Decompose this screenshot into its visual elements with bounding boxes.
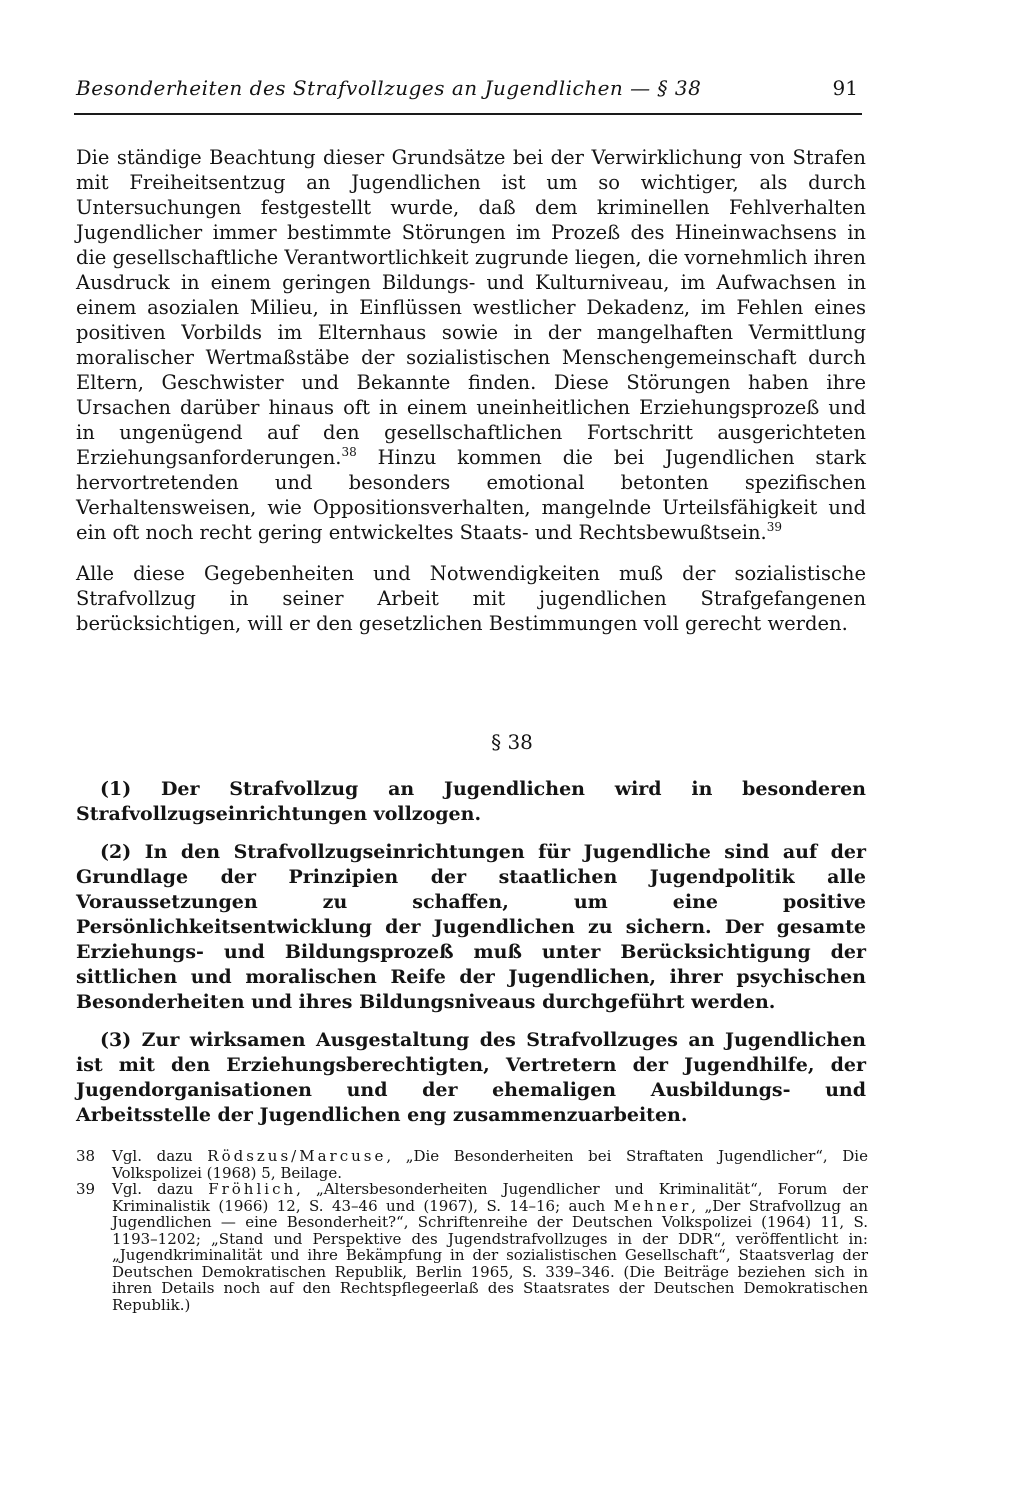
law-paragraph-2: (2) In den Strafvollzugseinrichtungen für Jugendliche sind auf der Grundlage der Prinzipien der staatlichen Jugendpolitik alle Voraussetzungen zu schaffen, um eine positive Persönlichkeitsentwicklung der Jugendlichen zu sichern. Der gesamte Erziehungs- und Bildungsprozeß muß unter Berücksichtigung der sittlichen und moralischen Reife der Jugendlichen, ihrer psychischen Besonderheiten und ihres Bildungsniveaus durchgeführt werden. bbox=[76, 841, 866, 1013]
paragraph-1 bbox=[76, 145, 866, 545]
footnote-author: Mehner bbox=[613, 1196, 692, 1215]
law-paragraph-1: (1) Der Strafvollzug an Jugendlichen wird in besonderen Strafvollzugseinrichtungen vollzogen. bbox=[76, 778, 866, 825]
law-paragraph-3: (3) Zur wirksamen Ausgestaltung des Strafvollzuges an Jugendlichen ist mit den Erziehungsberechtigten, Vertretern der Jugendhilfe, der Jugendorganisationen und der ehemaligen Ausbildungs- und Arbeitsstelle der Jugendlichen eng zusammenzuarbeiten. bbox=[76, 1029, 866, 1126]
footnote-39 bbox=[76, 1181, 868, 1313]
header-rule bbox=[74, 113, 862, 115]
running-header bbox=[76, 76, 862, 100]
footnote-text: Vgl. dazu Fröhlich, „Altersbesonderheiten Jugendlicher und Kriminalität“, Forum der Kriminalistik (1966) 12, S. 43–46 und (1967), S. 14–16; auch Mehner, „Der Strafvollzug an Jugendlichen — eine Besonderheit?“, Schriftenreihe der Deutschen Volkspolizei (1964) 11, S. 1193–1202; „Stand und Perspektive des Jugendstrafvollzuges in der DDR“, veröffentlicht in: „Jugendkriminalität und ihre Bekämpfung in der sozialistischen Gesellschaft“, Staatsverlag der Deutschen Demokratischen Republik, Berlin 1965, S. 339–346. (Die Beiträge beziehen sich in ihren Details noch auf den Rechtspflegeerlaß des Staatsrates der Deutschen Demokratischen Republik.) bbox=[112, 1180, 868, 1314]
footnote-ref-39: 39 bbox=[766, 519, 783, 534]
paragraph-1-part-b: Hinzu kommen die bei Jugendlichen stark hervortretenden und besonders emotional betonten spezifischen Verhaltensweisen, wie Oppositionsverhalten, mangelnde Urteilsfähigkeit und ein oft noch recht gering entwickeltes Staats- und Rechtsbewußtsein. bbox=[76, 446, 866, 544]
paragraph-2: Alle diese Gegebenheiten und Notwendigkeiten muß der sozialistische Strafvollzug in seiner Arbeit mit jugendlichen Strafgefangenen berücksichtigen, will er den gesetzlichen Bestimmungen voll gerecht werden. bbox=[76, 562, 866, 635]
footnote-ref-38: 38 bbox=[341, 444, 357, 459]
footnote-text: Vgl. dazu Rödszus/Marcuse, „Die Besonderheiten bei Straftaten Jugendlicher“, Die Volkspolizei (1968) 5, Beilage. bbox=[112, 1147, 868, 1182]
footnotes bbox=[76, 1148, 868, 1313]
footnote-author: Rödszus/Marcuse bbox=[207, 1147, 387, 1165]
paragraph-1-part-a: Die ständige Beachtung dieser Grundsätze bei der Verwirklichung von Strafen mit Freiheitsentzug an Jugendlichen ist um so wichtiger, als durch Untersuchungen festgestellt wurde, daß dem kriminellen Fehlverhalten Jugendlicher immer bestimmte Störungen im Prozeß des Hineinwachsens in die gesellschaftliche Verantwortlichkeit zugrunde liegen, die vornehmlich ihren Ausdruck in einem geringen Bildungs- und Kulturniveau, im Aufwachsen in einem asozialen Milieu, in Einflüssen westlicher Dekadenz, im Fehlen eines positiven Vorbilds im Elternhaus sowie in der mangelhaften Vermittlung moralischer Wertmaßstäbe der sozialistischen Menschengemeinschaft durch Eltern, Geschwister und Bekannte finden. Diese Störungen haben ihre Ursachen darüber hinaus oft in einem uneinheitlichen Erziehungsprozeß und in ungenügend auf den gesellschaftlichen Fortschritt ausgerichteten Erziehungsanforderungen. bbox=[76, 146, 866, 469]
section-heading: § 38 bbox=[491, 730, 533, 754]
body-text bbox=[76, 145, 866, 636]
footnote-author: Fröhlich bbox=[208, 1180, 297, 1198]
page-number: 91 bbox=[832, 76, 858, 100]
footnote-number: 39 bbox=[76, 1180, 96, 1198]
running-title: Besonderheiten des Strafvollzuges an Jugendlichen — § 38 bbox=[76, 76, 702, 100]
law-text bbox=[76, 777, 866, 1128]
footnote-38 bbox=[76, 1148, 868, 1181]
footnote-number: 38 bbox=[76, 1147, 96, 1165]
